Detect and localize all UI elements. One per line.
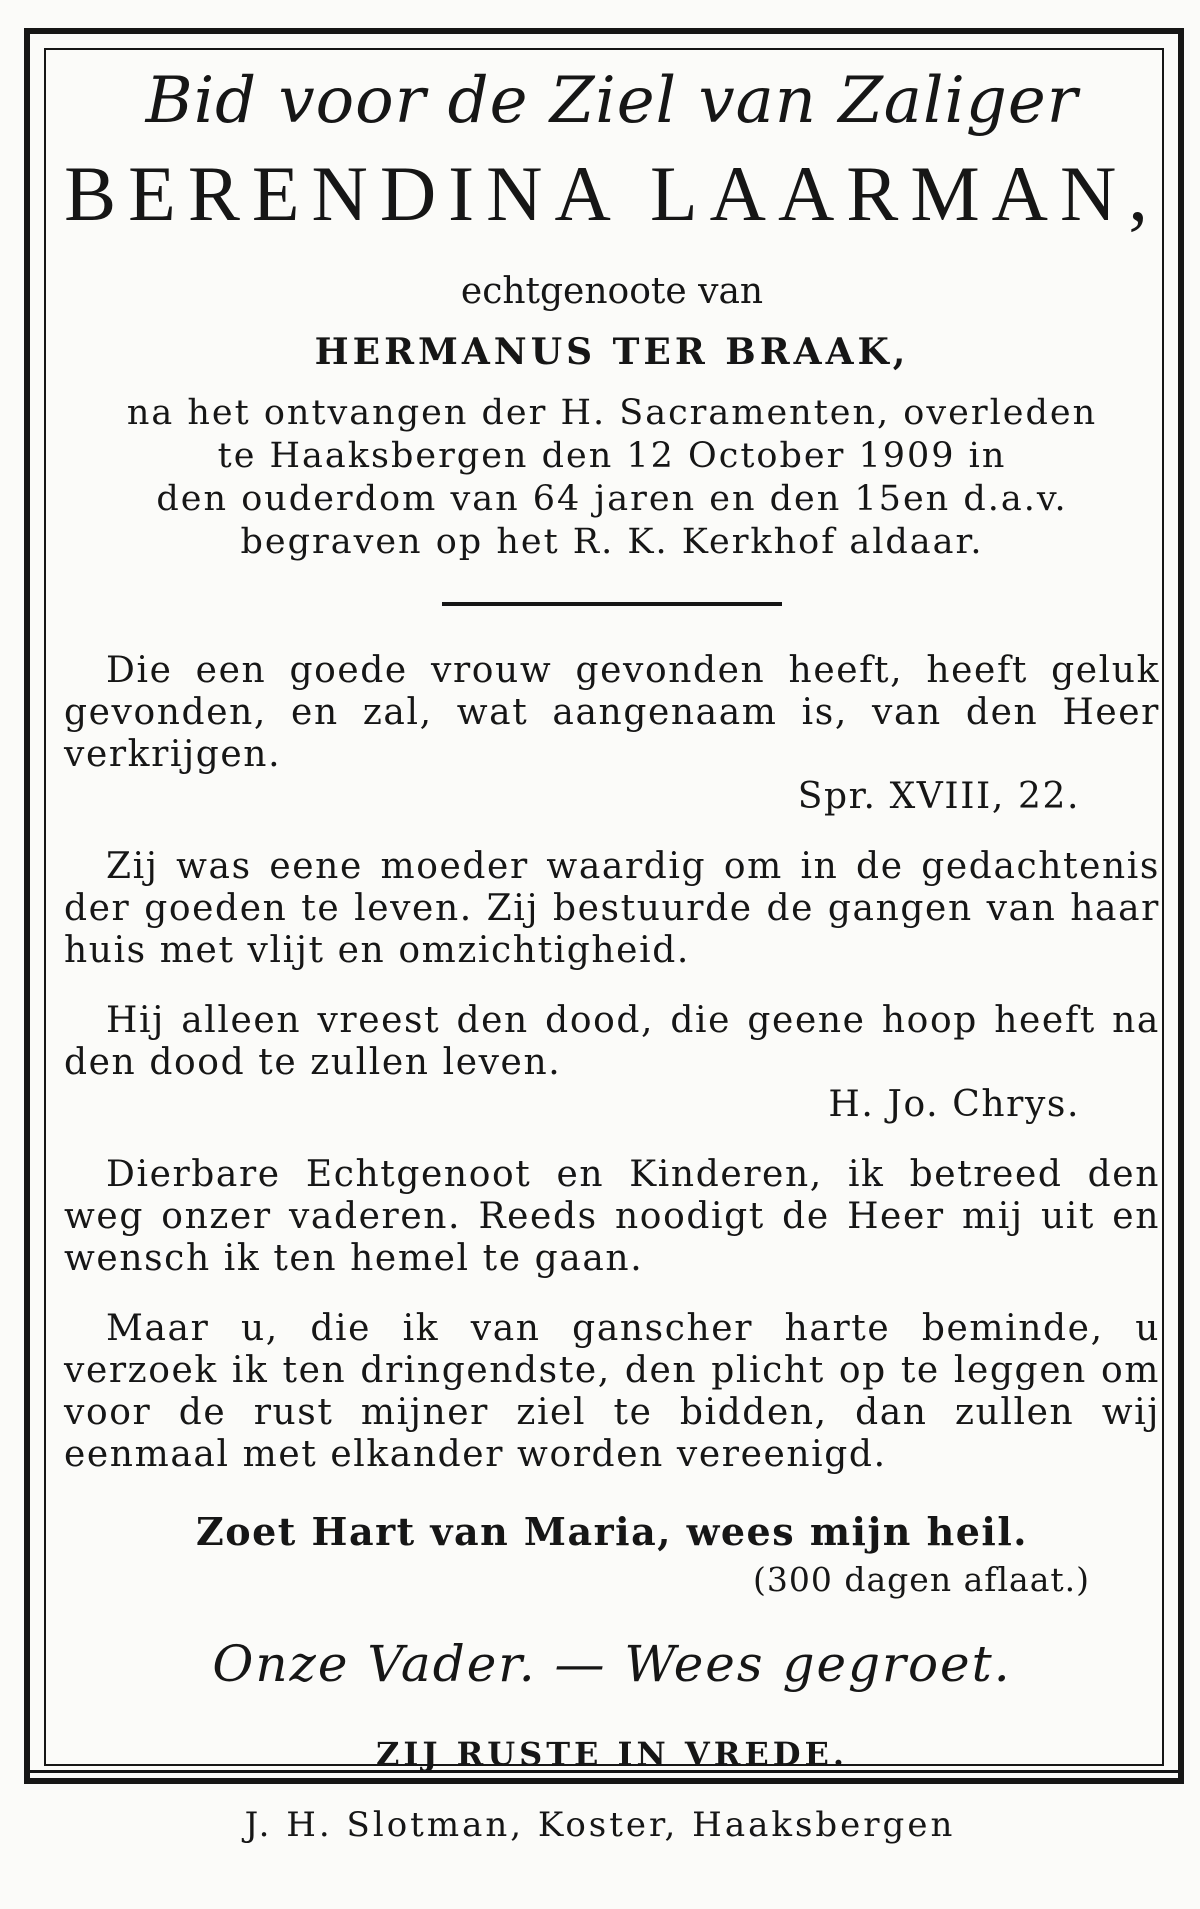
verse-text: Dierbare Echtgenoot en Kinderen, ik betreed den weg onzer vaderen. Reeds noodigt de Heer mij uit en wensch ik ten hemel te gaan. bbox=[64, 1154, 1160, 1279]
verse-paragraph bbox=[64, 846, 1160, 972]
death-line: te Haaksbergen den 12 October 1909 in bbox=[217, 436, 1007, 476]
death-line: begraven op het R. K. Kerkhof aldaar. bbox=[240, 522, 984, 562]
verse-paragraph bbox=[64, 650, 1160, 818]
card-content bbox=[64, 60, 1160, 1776]
verse-text: Hij alleen vreest den dood, die geene hoop heeft na den dood te zullen leven. bbox=[64, 1000, 1160, 1083]
verse-paragraph bbox=[64, 1000, 1160, 1126]
death-notice bbox=[64, 392, 1160, 564]
deceased-name: BERENDINA LAARMAN, bbox=[64, 150, 1160, 237]
invocation-heading: Bid voor de Ziel van Zaliger bbox=[145, 64, 1079, 138]
death-line: na het ontvangen der H. Sacramenten, overleden bbox=[126, 393, 1098, 433]
verse-text: Zij was eene moeder waardig om in de gedachtenis der goeden te leven. Zij bestuurde de gangen van haar huis met vlijt en omzichtigheid. bbox=[64, 846, 1160, 971]
prayers-line: Onze Vader. — Wees gegroet. bbox=[212, 1635, 1012, 1693]
indulgence-note: (300 dagen aflaat.) bbox=[753, 1560, 1090, 1599]
verse-text: Die een goede vrouw gevonden heeft, heeft geluk gevonden, en zal, wat aangenaam is, van den Heer verkrijgen. bbox=[64, 650, 1160, 775]
verse-paragraph bbox=[64, 1308, 1160, 1476]
spouse-name: HERMANUS TER BRAAK, bbox=[314, 331, 910, 373]
verse-citation: H. Jo. Chrys. bbox=[828, 1084, 1080, 1125]
prayer-line: Zoet Hart van Maria, wees mijn heil. bbox=[196, 1509, 1028, 1554]
spouse-intro: echtgenoote van bbox=[460, 271, 764, 312]
verse-citation: Spr. XVIII, 22. bbox=[797, 776, 1080, 817]
verse-paragraph bbox=[64, 1154, 1160, 1280]
rest-in-peace: ZIJ RUSTE IN VREDE. bbox=[375, 1735, 848, 1773]
section-divider bbox=[442, 602, 782, 606]
printer-credit: J. H. Slotman, Koster, Haaksbergen bbox=[244, 1805, 956, 1845]
verse-text: Maar u, die ik van ganscher harte beminde, u verzoek ik ten dringendste, den plicht op te leggen om voor de rust mijner ziel te bidden, dan zullen wij eenmaal met elkander worden vereenigd. bbox=[64, 1308, 1160, 1475]
death-line: den ouderdom van 64 jaren en den 15en d.a.v. bbox=[156, 479, 1068, 519]
